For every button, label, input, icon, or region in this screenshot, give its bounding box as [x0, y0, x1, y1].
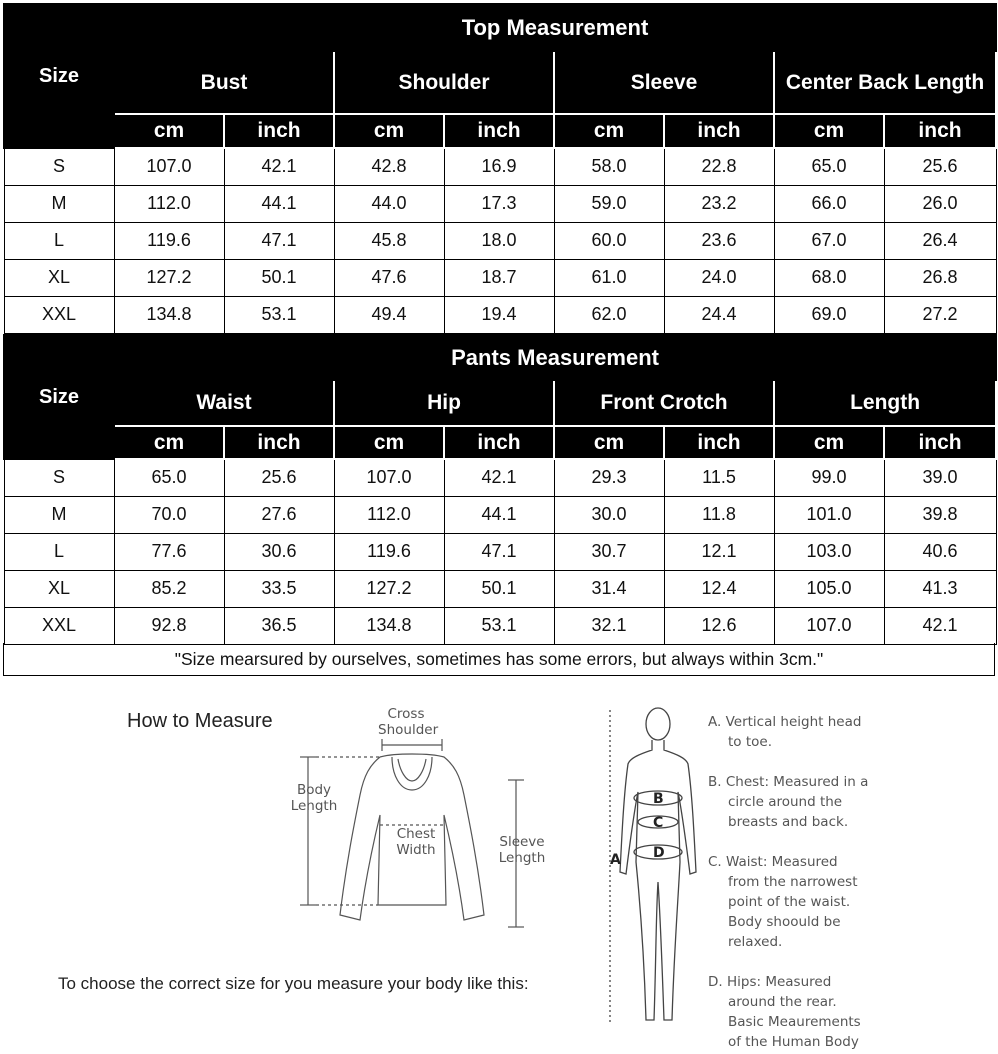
measurement-cell: 69.0: [774, 296, 884, 333]
measurement-cell: 33.5: [224, 570, 334, 607]
table-row: [4, 570, 996, 607]
table-row: [4, 607, 996, 644]
measurement-cell: 44.0: [334, 185, 444, 222]
measurement-cell: 53.1: [444, 607, 554, 644]
figure-letter-a: A: [610, 852, 621, 868]
measurement-cell: 22.8: [664, 148, 774, 185]
unit-header: cm: [334, 114, 444, 148]
measurement-cell: 112.0: [334, 496, 444, 533]
column-group-header: Shoulder: [334, 51, 554, 114]
measurement-cell: 65.0: [114, 459, 224, 496]
measurement-cell: 24.4: [664, 296, 774, 333]
measurement-cell: 45.8: [334, 222, 444, 259]
shirt-diagram-icon: [280, 735, 550, 935]
unit-header: cm: [774, 114, 884, 148]
measurement-cell: 42.1: [224, 148, 334, 185]
measurement-cell: 12.4: [664, 570, 774, 607]
measurement-cell: 41.3: [884, 570, 996, 607]
unit-header: inch: [664, 114, 774, 148]
unit-header: cm: [554, 114, 664, 148]
measurement-cell: 112.0: [114, 185, 224, 222]
measurement-cell: 47.6: [334, 259, 444, 296]
measurement-cell: 92.8: [114, 607, 224, 644]
size-cell: XXL: [4, 296, 114, 333]
size-cell: XL: [4, 259, 114, 296]
pants-measurement-table: [3, 334, 997, 645]
measurement-cell: 53.1: [224, 296, 334, 333]
measurement-cell: 39.8: [884, 496, 996, 533]
measurement-note: B. Chest: Measured in a circle around the breasts and back.: [708, 774, 869, 830]
measurement-cell: 19.4: [444, 296, 554, 333]
size-cell: L: [4, 222, 114, 259]
table-row: [4, 496, 996, 533]
column-group-header: Length: [774, 380, 996, 426]
measurement-cell: 119.6: [334, 533, 444, 570]
measurement-cell: 107.0: [334, 459, 444, 496]
unit-header: cm: [334, 426, 444, 459]
measurement-cell: 18.7: [444, 259, 554, 296]
measurement-cell: 127.2: [334, 570, 444, 607]
size-cell: M: [4, 185, 114, 222]
measurement-disclaimer: "Size mearsured by ourselves, sometimes has some errors, but always within 3cm.": [3, 643, 995, 676]
measurement-cell: 29.3: [554, 459, 664, 496]
measurement-cell: 26.8: [884, 259, 996, 296]
measurement-cell: 32.1: [554, 607, 664, 644]
measurement-cell: 58.0: [554, 148, 664, 185]
measurement-cell: 107.0: [114, 148, 224, 185]
table-row: [4, 148, 996, 185]
measurement-cell: 65.0: [774, 148, 884, 185]
table-row: [4, 533, 996, 570]
column-group-header: Front Crotch: [554, 380, 774, 426]
size-header: Size: [4, 4, 114, 148]
measurement-cell: 17.3: [444, 185, 554, 222]
measurement-cell: 49.4: [334, 296, 444, 333]
measurement-cell: 27.6: [224, 496, 334, 533]
top-measurement-table: [3, 3, 997, 334]
measurement-cell: 42.1: [444, 459, 554, 496]
measurement-cell: 16.9: [444, 148, 554, 185]
table-row: [4, 459, 996, 496]
measurement-cell: 107.0: [774, 607, 884, 644]
table-row: [4, 185, 996, 222]
column-group-header: Bust: [114, 51, 334, 114]
figure-letter-d: D: [653, 845, 665, 861]
choose-size-instruction: To choose the correct size for you measure your body like this:: [58, 974, 529, 993]
unit-header: inch: [884, 114, 996, 148]
measurement-cell: 67.0: [774, 222, 884, 259]
measurement-cell: 127.2: [114, 259, 224, 296]
measurement-cell: 11.5: [664, 459, 774, 496]
measurement-cell: 30.0: [554, 496, 664, 533]
measurement-cell: 27.2: [884, 296, 996, 333]
size-cell: L: [4, 533, 114, 570]
figure-letter-b: B: [653, 791, 664, 807]
measurement-cell: 39.0: [884, 459, 996, 496]
measurement-cell: 134.8: [114, 296, 224, 333]
unit-header: inch: [664, 426, 774, 459]
measurement-cell: 50.1: [224, 259, 334, 296]
measurement-note: C. Waist: Measured from the narrowest point of the waist. Body shoould be relaxed.: [708, 854, 858, 950]
measurement-cell: 68.0: [774, 259, 884, 296]
measurement-cell: 62.0: [554, 296, 664, 333]
measurement-note: D. Hips: Measured around the rear. Basic Meaurements of the Human Body: [708, 974, 861, 1050]
column-group-header: Hip: [334, 380, 554, 426]
measurement-cell: 47.1: [224, 222, 334, 259]
measurement-cell: 101.0: [774, 496, 884, 533]
measurement-cell: 66.0: [774, 185, 884, 222]
measurement-cell: 23.2: [664, 185, 774, 222]
unit-header: inch: [224, 114, 334, 148]
table-row: [4, 296, 996, 333]
measurement-cell: 18.0: [444, 222, 554, 259]
measurement-cell: 42.1: [884, 607, 996, 644]
size-cell: XXL: [4, 607, 114, 644]
measurement-cell: 31.4: [554, 570, 664, 607]
unit-header: inch: [444, 114, 554, 148]
measurement-cell: 36.5: [224, 607, 334, 644]
measurement-cell: 23.6: [664, 222, 774, 259]
cross-shoulder-label: Cross Shoulder: [378, 706, 439, 738]
table-title: Pants Measurement: [114, 335, 996, 380]
human-body-diagram-icon: [600, 702, 710, 1034]
measurement-cell: 50.1: [444, 570, 554, 607]
measurement-cell: 134.8: [334, 607, 444, 644]
measurement-cell: 40.6: [884, 533, 996, 570]
size-cell: M: [4, 496, 114, 533]
measurement-cell: 103.0: [774, 533, 884, 570]
measurement-cell: 25.6: [884, 148, 996, 185]
chest-width-label: Chest Width: [396, 826, 436, 858]
measurement-cell: 30.6: [224, 533, 334, 570]
column-group-header: Center Back Length: [774, 51, 996, 114]
measurement-cell: 44.1: [444, 496, 554, 533]
measurement-cell: 26.4: [884, 222, 996, 259]
measurement-cell: 61.0: [554, 259, 664, 296]
how-to-measure-title: How to Measure: [127, 710, 273, 732]
size-cell: XL: [4, 570, 114, 607]
table-title: Top Measurement: [114, 4, 996, 51]
size-cell: S: [4, 459, 114, 496]
sleeve-length-label: Sleeve Length: [498, 834, 546, 866]
unit-header: cm: [114, 114, 224, 148]
measurement-cell: 99.0: [774, 459, 884, 496]
unit-header: inch: [884, 426, 996, 459]
measurement-cell: 119.6: [114, 222, 224, 259]
body-length-label: Body Length: [290, 782, 338, 814]
measurement-cell: 12.1: [664, 533, 774, 570]
measurement-cell: 77.6: [114, 533, 224, 570]
measurement-cell: 59.0: [554, 185, 664, 222]
measurement-cell: 12.6: [664, 607, 774, 644]
measurement-cell: 24.0: [664, 259, 774, 296]
measurement-cell: 47.1: [444, 533, 554, 570]
column-group-header: Waist: [114, 380, 334, 426]
unit-header: inch: [224, 426, 334, 459]
unit-header: cm: [114, 426, 224, 459]
column-group-header: Sleeve: [554, 51, 774, 114]
size-cell: S: [4, 148, 114, 185]
measurement-cell: 26.0: [884, 185, 996, 222]
unit-header: cm: [554, 426, 664, 459]
measurement-cell: 105.0: [774, 570, 884, 607]
table-row: [4, 222, 996, 259]
unit-header: inch: [444, 426, 554, 459]
figure-letter-c: C: [653, 815, 664, 831]
measurement-note: A. Vertical height head to toe.: [708, 714, 862, 750]
size-header: Size: [4, 335, 114, 459]
measurement-cell: 11.8: [664, 496, 774, 533]
measurement-cell: 70.0: [114, 496, 224, 533]
measurement-cell: 25.6: [224, 459, 334, 496]
table-row: [4, 259, 996, 296]
measurement-cell: 30.7: [554, 533, 664, 570]
measurement-cell: 60.0: [554, 222, 664, 259]
unit-header: cm: [774, 426, 884, 459]
measurement-cell: 44.1: [224, 185, 334, 222]
measurement-cell: 42.8: [334, 148, 444, 185]
measurement-cell: 85.2: [114, 570, 224, 607]
